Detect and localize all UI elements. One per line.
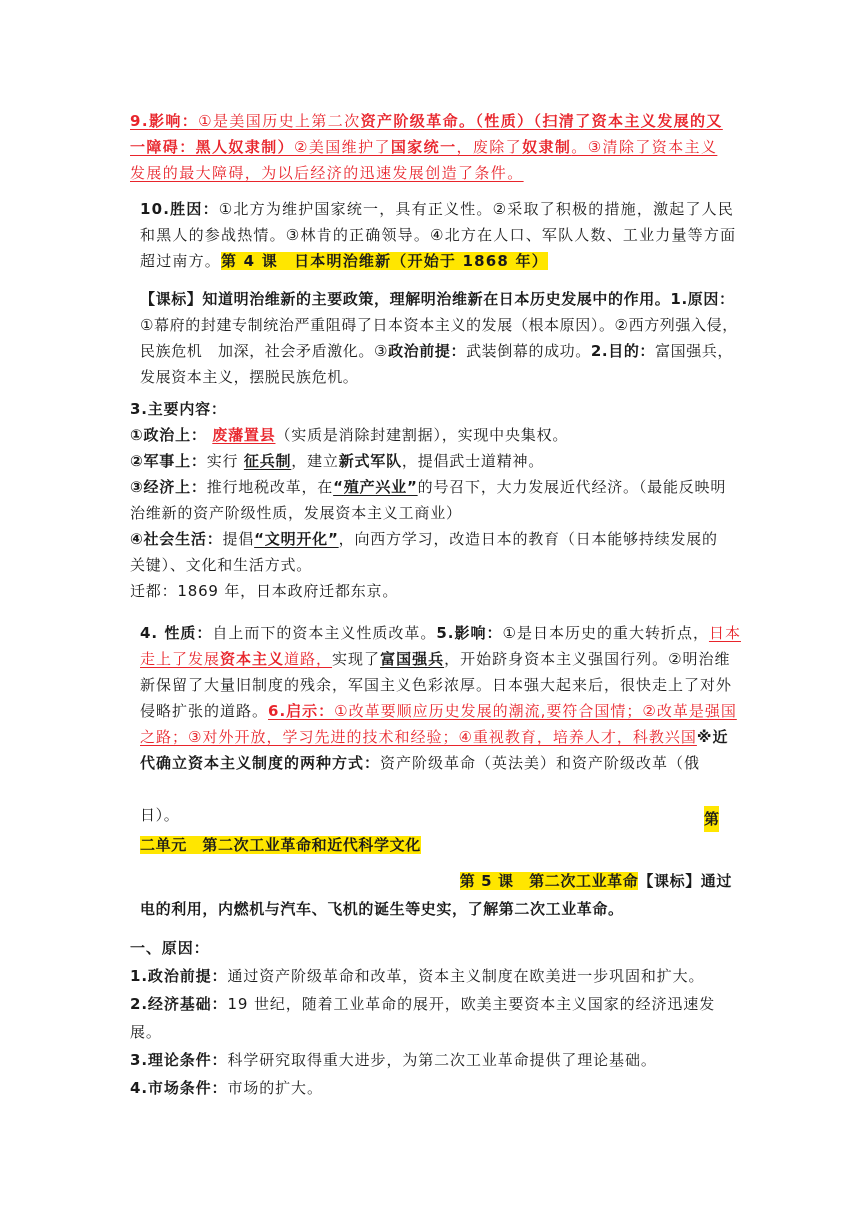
key-term: 征兵制 — [243, 452, 292, 470]
key-term: 废藩置县 — [212, 426, 276, 444]
item-label: ②军事上： — [130, 452, 207, 470]
text-span: ，向西方学习，改造日本的教育（日本能够持续发展的关键）、文化和生活方式。 — [130, 530, 718, 574]
text-span: ，提倡武士道精神。 — [401, 452, 545, 470]
unit-heading-start: 第 — [704, 806, 719, 832]
content-society — [130, 526, 732, 578]
text-span: 。③清除了资本主义发展的最大障碍，为以后经济的迅速发展创造了条件。 — [130, 138, 718, 182]
item-label: 4.市场条件： — [130, 1079, 228, 1097]
inspiration-label: 6.启示： — [268, 702, 335, 720]
inspiration-text: ①改革要顺应历史发展的潮流,要符合国情；②改革是强国之路；③对外开放，学习先进的技术和经验；④重视教育，培养人才，科教兴国 — [140, 702, 737, 746]
lesson-5-heading-line — [130, 868, 732, 894]
nature-label: 4. 性质： — [140, 624, 213, 642]
lesson-5-title: 第 5 课 第二次工业革命 — [459, 872, 639, 890]
text-span: 实现了 — [332, 650, 381, 668]
text-span: ①幕府的封建专制统治严重阻碍了日本资本主义的发展（根本原因）。②西方列强入侵，民族危机 加深，社会矛盾激化。③ — [140, 316, 738, 360]
key-term: 资本主义 — [220, 650, 285, 668]
key-term: 新式军队 — [338, 452, 402, 470]
text-span: 道路， — [284, 650, 333, 668]
text-span: 实行 — [206, 452, 239, 470]
item-label: ③经济上： — [130, 478, 207, 496]
unit-title: 二单元 第二次工业革命和近代科学文化 — [140, 836, 421, 854]
item-label: 2.经济基础： — [130, 995, 228, 1013]
item-label: ④社会生活： — [130, 530, 223, 548]
lesson-4-nature-effects — [130, 620, 742, 776]
text-span: ②美国维护了 — [294, 138, 391, 156]
text-span: 19 世纪，随着工业革命的展开，欧美主要资本主义国家的经济迅速发展。 — [130, 995, 716, 1041]
key-term: 富国强兵 — [380, 650, 445, 668]
lesson-4-standards — [130, 286, 742, 390]
text-span: ，开始跻身资本主义强国行列。②明治维新保留了大量旧制度的残余，军国主义色彩浓厚。日本强大起来后，很快走上了对外侵略扩张的道路。 — [140, 650, 733, 720]
lesson-5-causes — [130, 934, 732, 1102]
text-span: 日本走上了发展 — [140, 624, 741, 668]
text-span: 提倡 — [222, 530, 255, 548]
lesson-4-main-content — [130, 396, 732, 604]
text-span: 推行地税改革，在 — [206, 478, 334, 496]
cause-market — [130, 1074, 732, 1102]
content-military — [130, 448, 732, 474]
item-label: 1.政治前提： — [130, 967, 228, 985]
text-span: ①是日本历史的重大转折点， — [502, 624, 709, 642]
aim-label: 2.目的： — [590, 342, 656, 360]
standards-text: 【课标】通过 — [638, 872, 732, 890]
text-span: 通过资产阶级革命和改革，资本主义制度在欧美进一步巩固和扩大。 — [227, 967, 705, 985]
text-span: （实质是消除封建割据），实现中央集权。 — [275, 426, 569, 444]
section-9-effects — [130, 108, 732, 186]
cause-political — [130, 962, 732, 990]
text-span: 的号召下，大力发展近代经济。（最能反映明治维新的资产阶级性质，发展资本主义工商业） — [130, 478, 727, 522]
text-span: 资产阶级革命（英法美）和资产阶级改革（俄 — [380, 754, 701, 772]
item-label: 3.理论条件： — [130, 1051, 228, 1069]
note-tail — [130, 802, 742, 828]
section-9-label: 影响： — [148, 112, 199, 130]
cause-theory — [130, 1046, 732, 1074]
key-term: 国家统一 — [390, 138, 457, 156]
content-heading: 3.主要内容： — [130, 400, 227, 418]
lesson-4-heading: 第 4 课 日本明治维新（开始于 1868 年） — [221, 252, 548, 270]
text-span: 。 — [459, 112, 476, 130]
cause-economic — [130, 990, 732, 1046]
cause-label: 1.原因： — [670, 290, 735, 308]
premise-label: 政治前提： — [388, 342, 467, 360]
section-10-label: 10.胜因： — [140, 200, 219, 218]
text-span: 富国强兵，发展资本主义，摆脱民族危机。 — [140, 342, 734, 386]
note-label: ※近代确立资本主义制度的两种方式： — [140, 728, 729, 772]
text-span: ，废除了 — [456, 138, 523, 156]
section-10-victory-causes — [130, 196, 742, 274]
text-span: 自上而下的资本主义性质改革。 — [212, 624, 437, 642]
text-span: ，建立 — [291, 452, 339, 470]
key-term: 奴隶制 — [522, 138, 572, 156]
standards-text: 【课标】知道明治维新的主要政策，理解明治维新在日本历史发展中的作用。 — [140, 290, 671, 308]
capital-move: 迁都：1869 年，日本政府迁都东京。 — [130, 582, 399, 600]
key-term: “文明开化” — [254, 530, 339, 548]
content-politics — [130, 422, 732, 448]
effect-label: 5.影响： — [436, 624, 503, 642]
text-span: 科学研究取得重大进步，为第二次工业革命提供了理论基础。 — [227, 1051, 657, 1069]
text-span: ①北方为维护国家统一，具有正义性。②采取了积极的措施，激起了人民和黑人的参战热情。③林肯的正确领导。④北方在人口、军队人数、工业力量等方面超过南方。 — [140, 200, 737, 270]
causes-heading: 一、原因： — [130, 939, 210, 957]
content-economy — [130, 474, 732, 526]
text-span: ①是美国历史上第二次 — [198, 112, 361, 130]
key-term: （性质）（扫清了资本主义发展的又一障碍：黑人奴隶制） — [130, 112, 723, 156]
section-9-number: 9. — [130, 112, 149, 130]
text-span: 武装倒幕的成功。 — [466, 342, 591, 360]
unit-2-heading — [130, 832, 742, 858]
text-span: 市场的扩大。 — [227, 1079, 323, 1097]
key-term: 资产阶级革命 — [360, 112, 459, 130]
item-label: ①政治上： — [130, 426, 207, 444]
text-span: 日）。 — [140, 806, 180, 824]
key-term: “殖产兴业” — [333, 478, 418, 496]
lesson-5-standards: 电的利用，内燃机与汽车、飞机的诞生等史实，了解第二次工业革命。 — [140, 900, 624, 918]
